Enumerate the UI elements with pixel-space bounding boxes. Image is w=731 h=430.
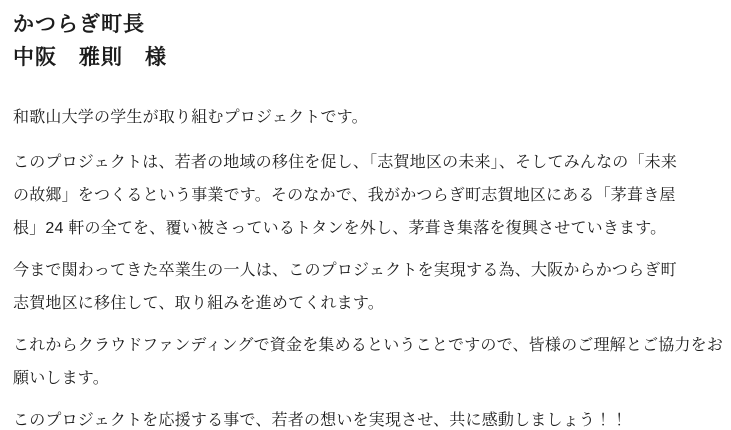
paragraph-intro xyxy=(13,101,721,134)
paragraph-closing xyxy=(13,404,721,430)
paragraph-line: このプロジェクトは、若者の地域の移住を促し、「志賀地区の未来」、そしてみんなの「未来 xyxy=(13,154,678,171)
paragraph-line: 願いします。 xyxy=(13,370,109,387)
paragraph-line: 志賀地区に移住して、取り組みを進めてくれます。 xyxy=(13,295,385,312)
paragraph-crowdfunding xyxy=(13,329,724,395)
paragraph-line: これからクラウドファンディングで資金を集めるということですので、皆様のご理解とご協力をお xyxy=(13,337,724,354)
paragraph-line: 今まで関わってきた卒業生の一人は、このプロジェクトを実現する為、大阪からかつらぎ町 xyxy=(13,262,677,279)
recipient-block xyxy=(13,8,721,74)
paragraph-line: の故郷」をつくるという事業です。そのなかで、我がかつらぎ町志賀地区にある「茅葺き屋 xyxy=(13,187,676,204)
paragraph-graduate xyxy=(13,254,721,320)
paragraph-line: 根」24 軒の全てを、覆い被さっているトタンを外し、茅葺き集落を復興させていきます。 xyxy=(13,220,667,237)
recipient-name: 中阪 雅則 様 xyxy=(13,46,167,69)
recipient-title: かつらぎ町長 xyxy=(13,13,145,36)
paragraph-project-description xyxy=(13,146,721,245)
paragraph-line: このプロジェクトを応援する事で、若者の想いを実現させ、共に感動しましょう！！ xyxy=(13,412,628,429)
paragraph-line: 和歌山大学の学生が取り組むプロジェクトです。 xyxy=(13,109,368,126)
